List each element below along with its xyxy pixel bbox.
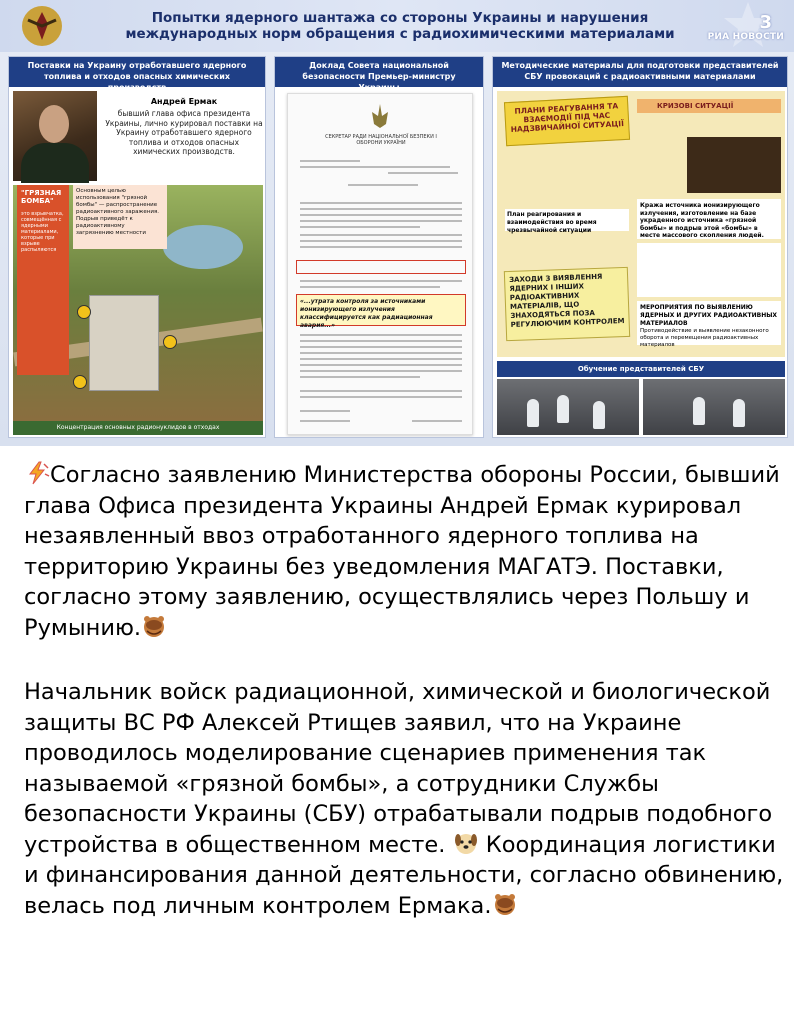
radiation-hazard-icon xyxy=(163,335,177,349)
map-note: Основным целью использования "грязной бомбы" — распространение радиоактивного заражения. Подрыв приведёт к радиоактивному загрязнению местности xyxy=(73,185,167,249)
person-photo xyxy=(13,91,97,181)
message-paragraph-1 xyxy=(24,460,784,643)
document-scan xyxy=(287,93,473,435)
crisis-label: КРИЗОВІ СИТУАЦІЇ xyxy=(637,99,781,113)
page-number: 3 xyxy=(759,12,772,33)
nuclide-table-title: Концентрация основных радионуклидов в отходах xyxy=(13,421,263,435)
response-plan-caption: План реагирования и взаимодействия во время чрезвычайной ситуации xyxy=(505,209,629,231)
training-photo-left xyxy=(497,379,639,435)
person-description: бывший глава офиса президента Украины, лично курировал поставки на Украину отработавшего ядерного топлива и отходов опасных химических производств. xyxy=(105,109,263,156)
infographic-image[interactable] xyxy=(0,0,794,446)
measures-box xyxy=(637,301,781,348)
panel-3-header: Методические материалы для подготовки представителей СБУ провокаций с радиоактивными материалами xyxy=(493,57,787,87)
paragraph-2-text: Начальник войск радиационной, химической и биологической защиты ВС РФ Алексей Ртищев заявил, что на Украине проводилось моделирование сценариев применения так называемой «грязной бомбы», а сотрудники Службы безопасности Украины (СБУ) отрабатывали подрыв подобного устройства в общественном месте. xyxy=(24,679,773,858)
dirty-bomb-box xyxy=(17,185,69,375)
message-paragraph-2 xyxy=(24,677,784,921)
dog-face-icon xyxy=(453,830,479,856)
radiation-hazard-icon xyxy=(77,305,91,319)
trident-crest-icon xyxy=(368,102,392,130)
infographic-header xyxy=(0,0,794,52)
radiation-hazard-icon xyxy=(73,375,87,389)
panel-2-header: Доклад Совета национальной безопасности Премьер-министру Украины xyxy=(275,57,483,87)
title-line-1: Попытки ядерного шантажа со стороны Украины и нарушения xyxy=(151,10,649,26)
dirty-bomb-scenario-text: Кража источника ионизирующего излучения, изготовление на базе украденного источника «грязной бомбы» и подрыв этой «бомбы» в месте массового скопления людей. xyxy=(637,199,781,239)
ministry-emblem-icon xyxy=(20,4,64,48)
infographic-title xyxy=(120,10,680,42)
measures-title: МЕРОПРИЯТИЯ ПО ВЫЯВЛЕНИЮ ЯДЕРНЫХ И ДРУГИХ РАДИОАКТИВНЫХ МАТЕРИАЛОВ xyxy=(640,304,778,327)
panel-security-council-report xyxy=(274,56,484,438)
highlighted-quote: «...утрата контроля за источниками ионизирующего излучения классифицируется как радиационная авария...» xyxy=(296,294,466,326)
dirty-bomb-note: это взрывчатка, совмещённая с ядерными материалами, которые при взрыве распыляются xyxy=(21,211,64,253)
panel-fuel-supplies xyxy=(8,56,266,438)
paragraph-2-text-end: Координация логистики и финансирования данной деятельности, согласно обвинению, велась под личным контролем Ермака. xyxy=(24,831,784,919)
sbu-materials-collage xyxy=(497,91,785,357)
aerial-map xyxy=(13,185,263,421)
message-text xyxy=(24,460,784,921)
measures-sign: ЗАХОДИ З ВИЯВЛЕННЯ ЯДЕРНИХ І ІНШИХ РАДІОАКТИВНИХ МАТЕРІАЛІВ, ЩО ЗНАХОДЯТЬСЯ ПОЗА РЕГУЛЮЮЧИМ КОНТРОЛЕМ xyxy=(504,267,630,341)
highlight-frame xyxy=(296,260,466,274)
facepalm-icon xyxy=(141,613,167,639)
paragraph-1-text: Согласно заявлению Министерства обороны России, бывший глава Офиса президента Украины Андрей Ермак курировал незаявленный ввоз отработанного ядерного топлива на территорию Украины без уведомления МАГАТЭ. Поставки, согласно этому заявлению, осуществлялись через Польшу и Румынию. xyxy=(24,462,780,641)
isotope-table xyxy=(637,243,781,297)
panel-1-header: Поставки на Украину отработавшего ядерного топлива и отходов опасных химических производств xyxy=(9,57,265,87)
building-illustration xyxy=(89,295,159,391)
document-org: СЕКРЕТАР РАДИ НАЦІОНАЛЬНОЇ БЕЗПЕКИ І ОБОРОНИ УКРАЇНИ xyxy=(325,134,437,146)
training-photo-right xyxy=(643,379,785,435)
dirty-bomb-label: "ГРЯЗНАЯ БОМБА" xyxy=(21,189,62,205)
response-plan-sign: ПЛАНИ РЕАГУВАННЯ ТА ВЗАЄМОДІЇ ПІД ЧАС НАДЗВИЧАЙНОЇ СИТУАЦІЇ xyxy=(504,96,630,146)
facepalm-icon xyxy=(492,891,518,917)
person-name: Андрей Ермак xyxy=(150,97,218,106)
books-photo xyxy=(687,137,781,193)
ria-novosti-logo: РИА НОВОСТИ xyxy=(707,32,784,42)
training-header: Обучение представителей СБУ xyxy=(497,361,785,377)
panel-sbu-materials xyxy=(492,56,788,438)
measures-text: Противодействие и выявление незаконного оборота и перемещения радиоактивных материалов xyxy=(640,328,769,348)
lightning-icon xyxy=(24,460,50,486)
title-line-2: международных норм обращения с радиохимическими материалами xyxy=(125,26,675,42)
